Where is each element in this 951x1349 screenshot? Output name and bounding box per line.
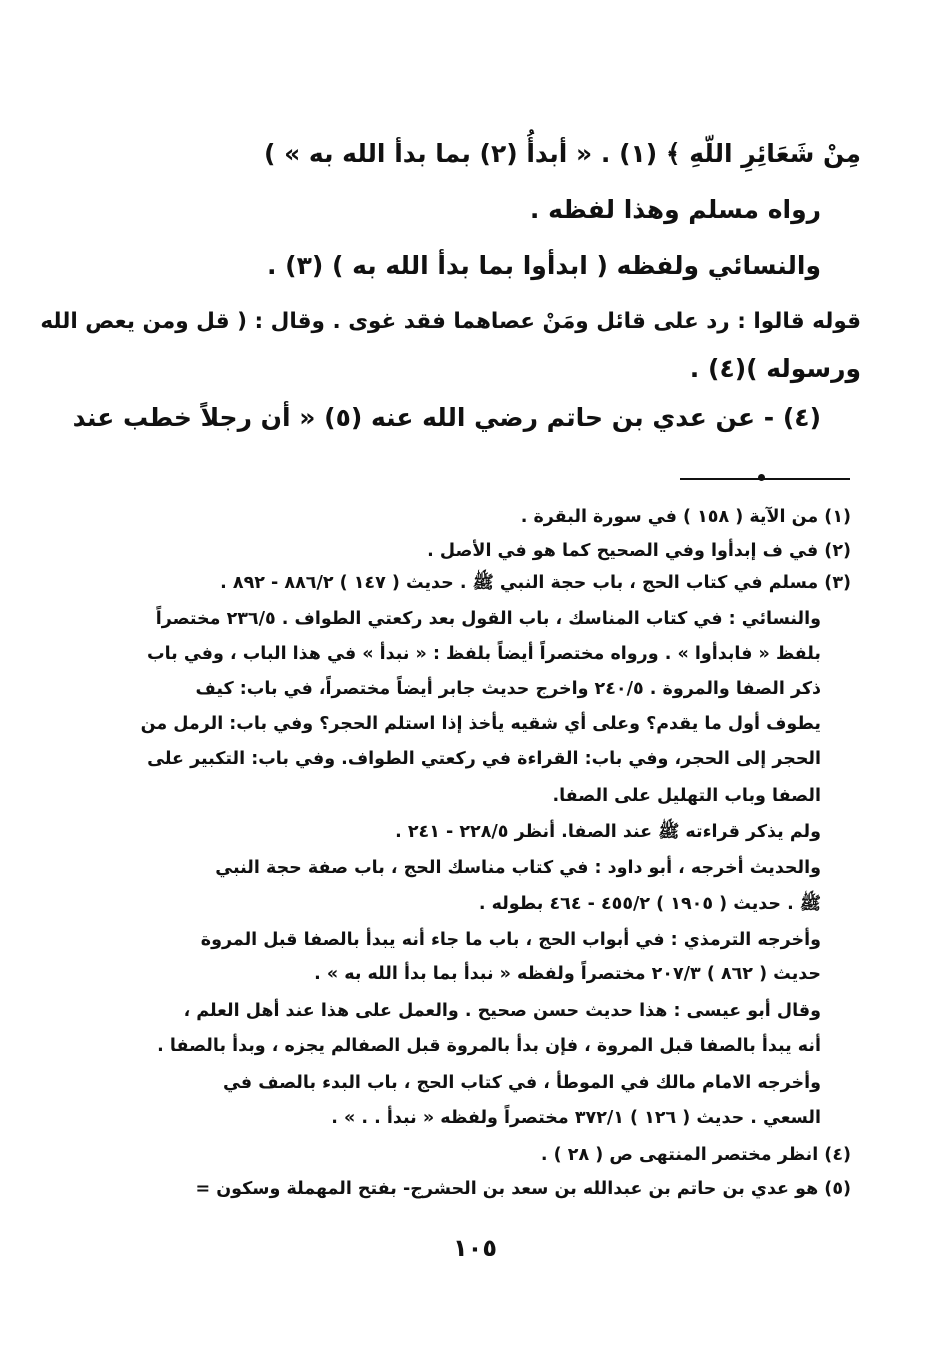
footnote-3-cont-7: ولم يذكر قراءته ﷺ عند الصفا. أنظر ٢٢٨/٥ - ٢٤١ . [395,822,821,842]
footnote-3-cont-15: السعي . حديث ( ١٢٦ ) ٣٧٢/١ مختصراً ولفظه « نبدأ . . » . [331,1108,821,1128]
main-line-4: قوله قالوا : رد على قائل ومَنْ عصاهما فقد غوى . وقال : ( قل ومن يعص الله [40,309,861,334]
footnote-3-cont-10: وأخرجه الترمذي : في أبواب الحج ، باب ما جاء أنه يبدأ بالصفا قبل المروة [200,930,821,950]
page-number: ١٠٥ [453,1234,497,1262]
footnote-1: (١) من الآية ( ١٥٨ ) في سورة البقرة . [520,507,851,527]
main-line-3: والنسائي ولفظه ( ابدأوا بما بدأ الله به ) (٣) . [266,251,821,280]
footnote-3-cont-9: ﷺ . حديث ( ١٩٠٥ ) ٤٥٥/٢ - ٤٦٤ بطوله . [478,894,821,914]
footnote-2: (٢) في ف إبدأوا وفي الصحيح كما هو في الأصل . [427,541,851,561]
footnote-3-cont-13: أنه يبدأ بالصفا قبل المروة ، فإن بدأ بالمروة قبل الصفالم يجزه ، وبدأ بالصفا . [157,1036,821,1056]
footnote-3-cont-2: بلفظ « فابدأوا » . ورواه مختصراً أيضاً بلفظ : « نبدأ » في هذا الباب ، وفي باب [147,644,821,664]
footnote-3-cont-8: والحديث أخرجه ، أبو داود : في كتاب مناسك الحج ، باب صفة حجة النبي [215,858,821,878]
footnote-4: (٤) انظر مختصر المنتهى ص ( ٢٨ ) . [540,1145,851,1165]
footnote-3-cont-3: ذكر الصفا والمروة . ٢٤٠/٥ واخرج حديث جابر أيضاً مختصراً، في باب: كيف [195,679,821,699]
footnote-5: (٥) هو عدي بن حاتم بن عبدالله بن سعد بن الحشرج- بفتح المهملة وسكون = [195,1179,851,1199]
footnote-separator-dot [758,474,765,481]
footnote-3: (٣) مسلم في كتاب الحج ، باب حجة النبي ﷺ . حديث ( ١٤٧ ) ٨٨٦/٢ - ٨٩٢ . [220,573,851,593]
footnote-3-cont-11: حديث ( ٨٦٢ ) ٢٠٧/٣ مختصراً ولفظه « نبدأ بما بدأ الله به » . [314,964,821,984]
footnote-3-cont-4: يطوف أول ما يقدم؟ وعلى أي شقيه يأخذ إذا استلم الحجر؟ وفي باب: الرمل من [140,714,821,734]
main-line-5: ورسوله )(٤) . [689,354,861,383]
main-line-6: (٤) - عن عدي بن حاتم رضي الله عنه (٥) « أن رجلاً خطب عند [72,403,821,432]
footnote-separator [680,478,850,480]
footnote-3-cont-6: الصفا وباب التهليل على الصفا. [552,786,821,806]
footnote-3-cont-12: وقال أبو عيسى : هذا حديث حسن صحيح . والعمل على هذا عند أهل العلم ، [183,1001,821,1021]
footnote-3-cont-5: الحجر إلى الحجر، وفي باب: القراءة في ركعتي الطواف. وفي باب: التكبير على [147,749,821,769]
main-line-1: مِنْ شَعَائِرِ اللّهِ ﴾ (١) . « أبدأُ (٢) بما بدأ الله به » ) [263,139,861,168]
footnote-3-cont-1: والنسائي : في كتاب المناسك ، باب القول بعد ركعتي الطواف . ٢٣٦/٥ مختصراً [155,609,821,629]
main-line-2: رواه مسلم وهذا لفظه . [529,195,821,224]
footnote-3-cont-14: وأخرجه الامام مالك في الموطأ ، في كتاب الحج ، باب البدء بالصف في [222,1073,821,1093]
